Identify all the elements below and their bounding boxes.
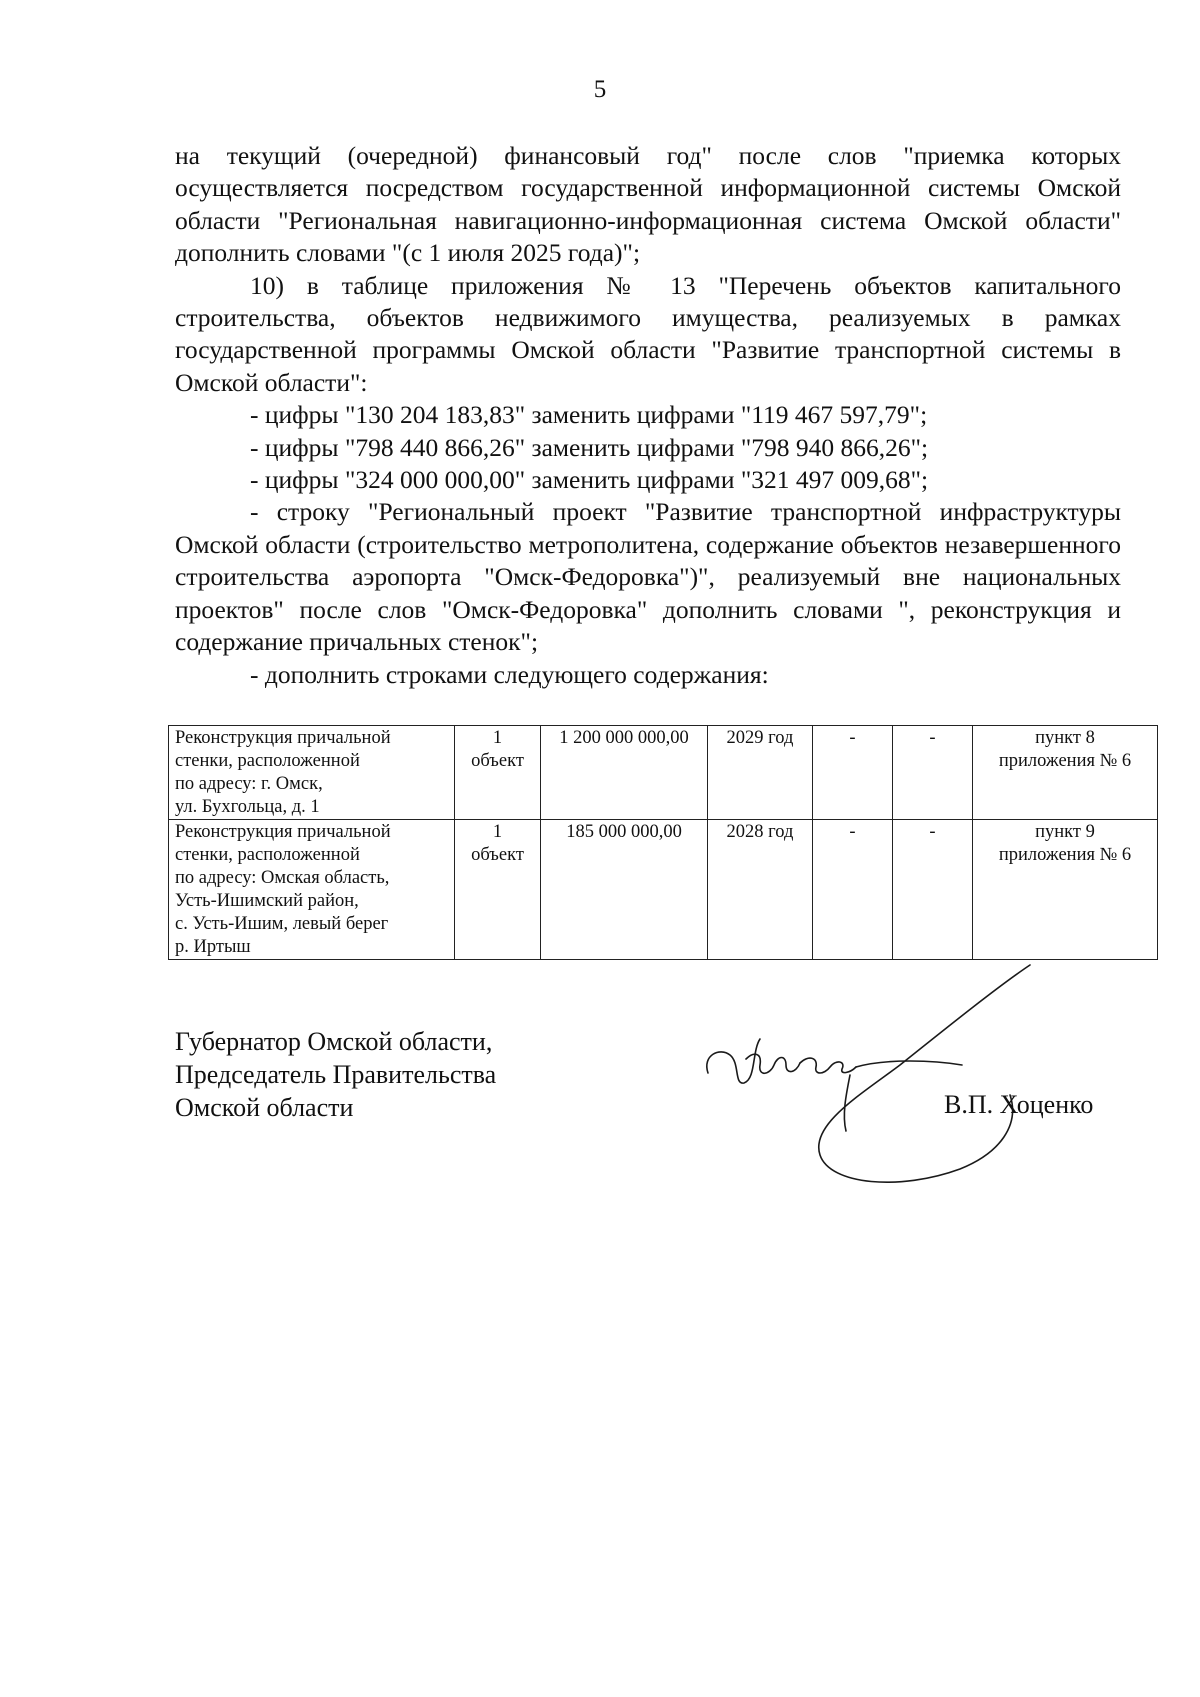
text-line: осуществляется посредством государственной информационной системы: [175, 173, 1021, 203]
text-line: системы в Омской области":: [175, 335, 1121, 397]
text-line: 10) в таблице приложения № 13 "Перечень объектов капитального: [250, 270, 1121, 300]
table-cell-reference: пункт 8 приложения № 6: [973, 726, 1158, 820]
objects-table: [168, 725, 1158, 960]
text-line: на текущий (очередной) финансовый год" после слов "приемка которых: [175, 141, 1121, 170]
handwritten-signature: [700, 955, 1080, 1195]
table-cell-cost: 185 000 000,00: [541, 820, 708, 960]
text-line: объектов незавершенного строительства аэропорта "Омск-Федоровка")",: [175, 529, 1121, 592]
table-cell-reference: пункт 9 приложения № 6: [973, 820, 1158, 960]
list-item: - цифры "130 204 183,83" заменить цифрами "119 467 597,79";: [250, 400, 928, 430]
document-body: [175, 140, 1121, 691]
text-line: - строку "Региональный проект "Развитие транспортной: [250, 497, 922, 527]
text-line: государственной программы Омской области "Развитие транспортной: [175, 335, 986, 365]
table-cell-dash: -: [893, 726, 973, 820]
table-cell-year: 2029 год: [708, 726, 813, 820]
text-line: Омской области "Региональная навигационно-информационная система: [175, 173, 1122, 235]
text-line: строительства, объектов недвижимого имущества, реализуемых в рамках: [175, 303, 1121, 333]
page-number: 5: [593, 76, 607, 103]
table-cell-dash: -: [893, 820, 973, 960]
table-cell-cost: 1 200 000 000,00: [541, 726, 708, 820]
text-line: дополнить словами ", реконструкция и содержание причальных стенок";: [175, 594, 1121, 657]
list-item: - цифры "324 000 000,00" заменить цифрами "321 497 009,68";: [250, 465, 929, 495]
table-cell-dash: -: [813, 726, 893, 820]
table-row: [169, 726, 1158, 820]
paragraph-item-10: [175, 270, 1121, 400]
list-item: [175, 496, 1121, 658]
table-cell-name: Реконструкция причальной стенки, расположенной по адресу: Омская область, Усть-Ишимский район, с. Усть-Ишим, левый берег р. Иртыш: [169, 820, 455, 960]
signatory-title: [175, 1025, 496, 1124]
signatory-title-line: Омской области: [175, 1093, 354, 1122]
text-line: Омской области" дополнить словами "(с 1 июля 2025 года)";: [175, 205, 1121, 268]
paragraph-continuation: [175, 140, 1121, 270]
text-line: инфраструктуры Омской области (строительство метрополитена, содержание: [175, 497, 1121, 559]
list-item: - дополнить строками следующего содержания:: [250, 659, 769, 689]
table-row: [169, 820, 1158, 960]
signatory-name: В.П. Хоценко: [944, 1090, 1094, 1119]
table-cell-quantity: 1 объект: [455, 726, 541, 820]
signatory-title-line: Губернатор Омской области,: [175, 1027, 493, 1056]
table-cell-quantity: 1 объект: [455, 820, 541, 960]
list-item: - цифры "798 440 866,26" заменить цифрами "798 940 866,26";: [250, 432, 929, 462]
table-cell-year: 2028 год: [708, 820, 813, 960]
table-cell-dash: -: [813, 820, 893, 960]
table-cell-name: Реконструкция причальной стенки, расположенной по адресу: г. Омск, ул. Бухгольца, д. 1: [169, 726, 455, 820]
signatory-title-line: Председатель Правительства: [175, 1060, 497, 1089]
text-line: реализуемый вне национальных проектов" после слов "Омск-Федоровка": [175, 562, 1121, 624]
